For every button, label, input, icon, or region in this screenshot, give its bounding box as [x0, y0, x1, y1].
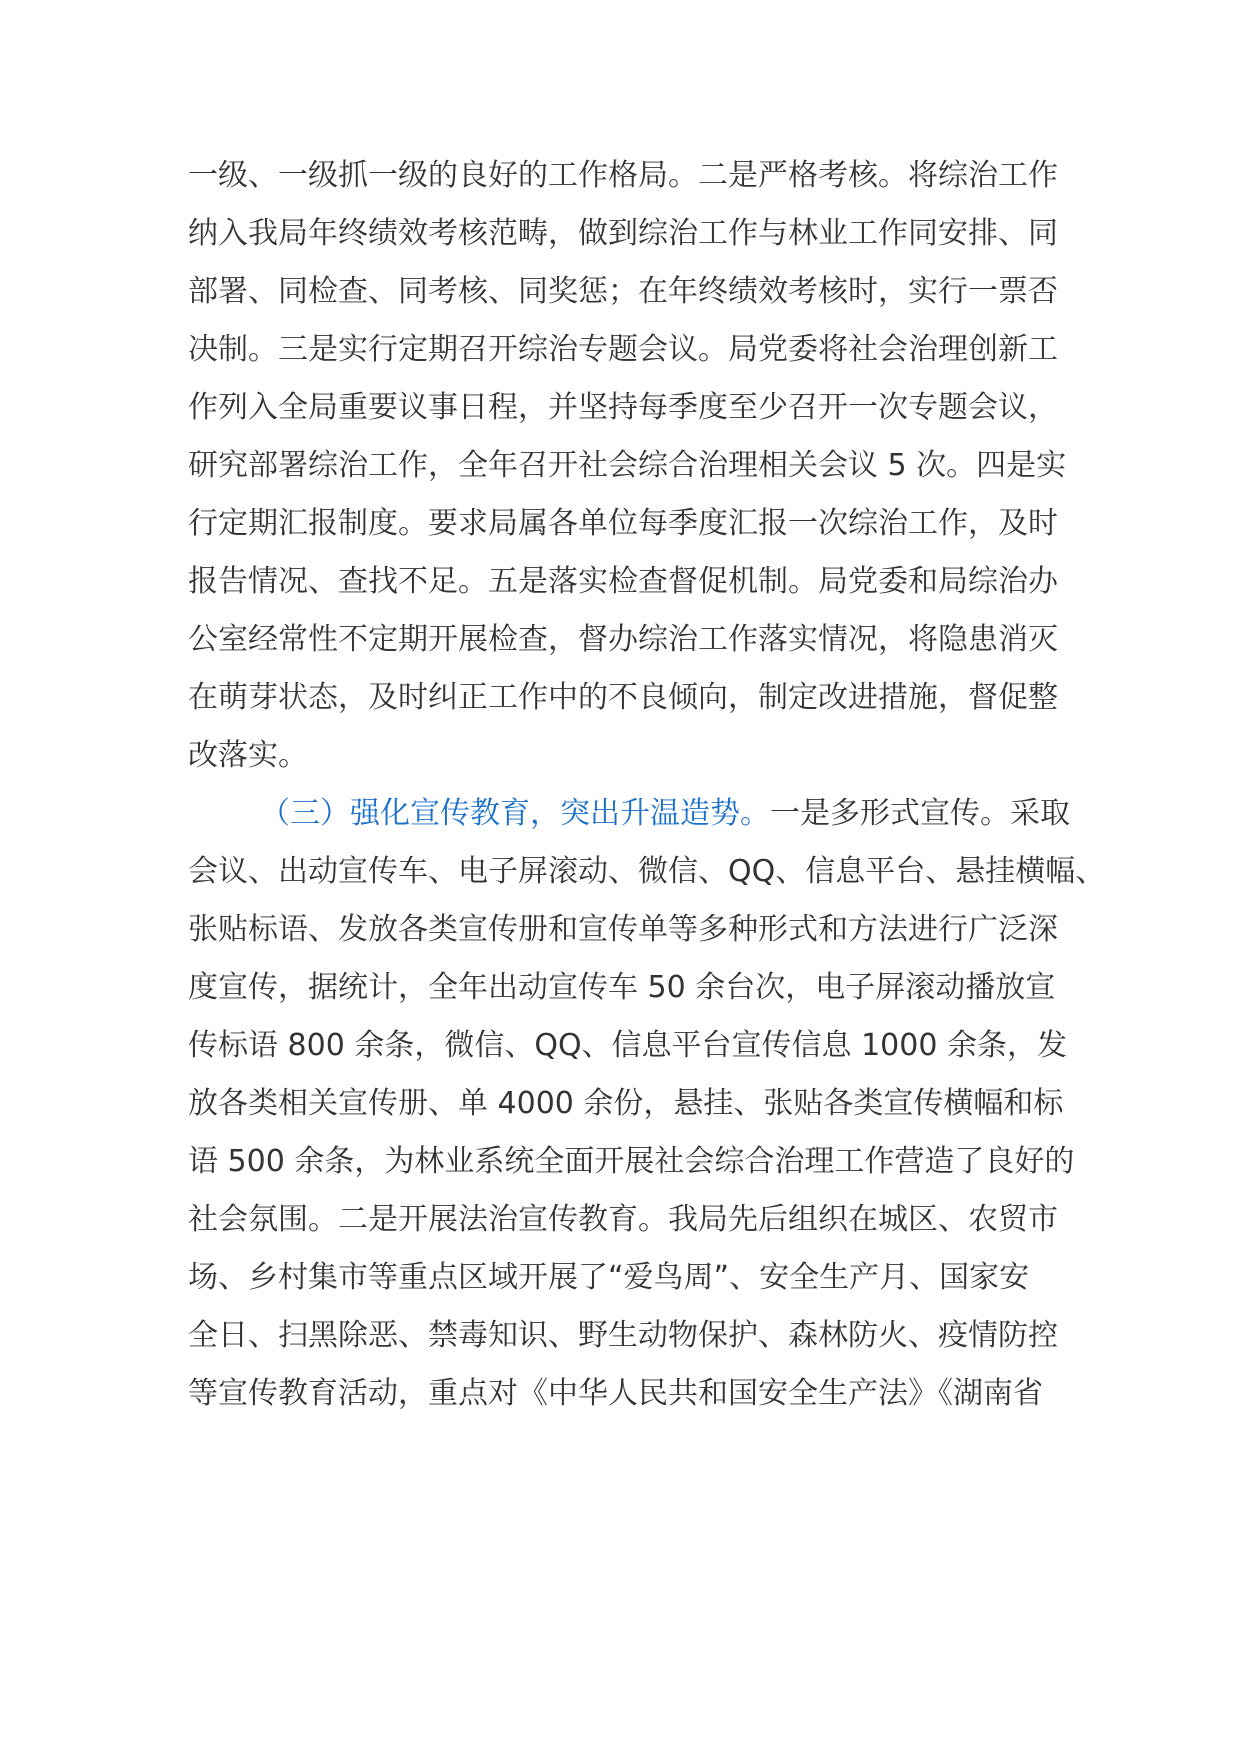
section-3-line-3: 度宣传，据统计，全年出动宣传车 50 余台次，电子屏滚动播放宣	[188, 970, 1056, 1005]
section-3-line-6: 语 500 余条，为林业系统全面开展社会综合治理工作营造了良好的	[188, 1144, 1075, 1179]
section-3-first-line	[260, 792, 1070, 836]
section-3-heading: （三）强化宣传教育，突出升温造势。	[260, 796, 770, 831]
section-3-line-4: 传标语 800 余条，微信、QQ、信息平台宣传信息 1000 余条，发	[188, 1028, 1067, 1063]
paragraph-1-line-2: 纳入我局年终绩效考核范畴，做到综治工作与林业工作同安排、同	[188, 216, 1058, 251]
section-3-line-9: 全日、扫黑除恶、禁毒知识、野生动物保护、森林防火、疫情防控	[188, 1318, 1058, 1353]
paragraph-1-line-8: 报告情况、查找不足。五是落实检查督促机制。局党委和局综治办	[188, 564, 1058, 599]
paragraph-1-line-11: 改落实。	[188, 738, 308, 773]
paragraph-1-line-10: 在萌芽状态，及时纠正工作中的不良倾向，制定改进措施，督促整	[188, 680, 1058, 715]
section-3-line-7: 社会氛围。二是开展法治宣传教育。我局先后组织在城区、农贸市	[188, 1202, 1058, 1237]
section-3-line-2: 张贴标语、发放各类宣传册和宣传单等多种形式和方法进行广泛深	[188, 912, 1058, 947]
section-3-first-line-text: 一是多形式宣传。采取	[770, 796, 1070, 831]
section-3-line-10: 等宣传教育活动，重点对《中华人民共和国安全生产法》《湖南省	[188, 1376, 1043, 1411]
paragraph-1-line-7: 行定期汇报制度。要求局属各单位每季度汇报一次综治工作，及时	[188, 506, 1058, 541]
section-3-line-1: 会议、出动宣传车、电子屏滚动、微信、QQ、信息平台、悬挂横幅、	[188, 854, 1106, 889]
paragraph-1-line-4: 决制。三是实行定期召开综治专题会议。局党委将社会治理创新工	[188, 332, 1058, 367]
paragraph-1-line-9: 公室经常性不定期开展检查，督办综治工作落实情况，将隐患消灭	[188, 622, 1058, 657]
paragraph-1-line-3: 部署、同检查、同考核、同奖惩；在年终绩效考核时，实行一票否	[188, 274, 1058, 309]
section-3-line-5: 放各类相关宣传册、单 4000 余份，悬挂、张贴各类宣传横幅和标	[188, 1086, 1064, 1121]
paragraph-1-line-5: 作列入全局重要议事日程，并坚持每季度至少召开一次专题会议，	[188, 390, 1058, 425]
section-3-line-8: 场、乡村集市等重点区域开展了“爱鸟周”、安全生产月、国家安	[188, 1260, 1030, 1295]
paragraph-1-line-6: 研究部署综治工作，全年召开社会综合治理相关会议 5 次。四是实	[188, 448, 1067, 483]
paragraph-1-line-1: 一级、一级抓一级的良好的工作格局。二是严格考核。将综治工作	[188, 158, 1058, 193]
